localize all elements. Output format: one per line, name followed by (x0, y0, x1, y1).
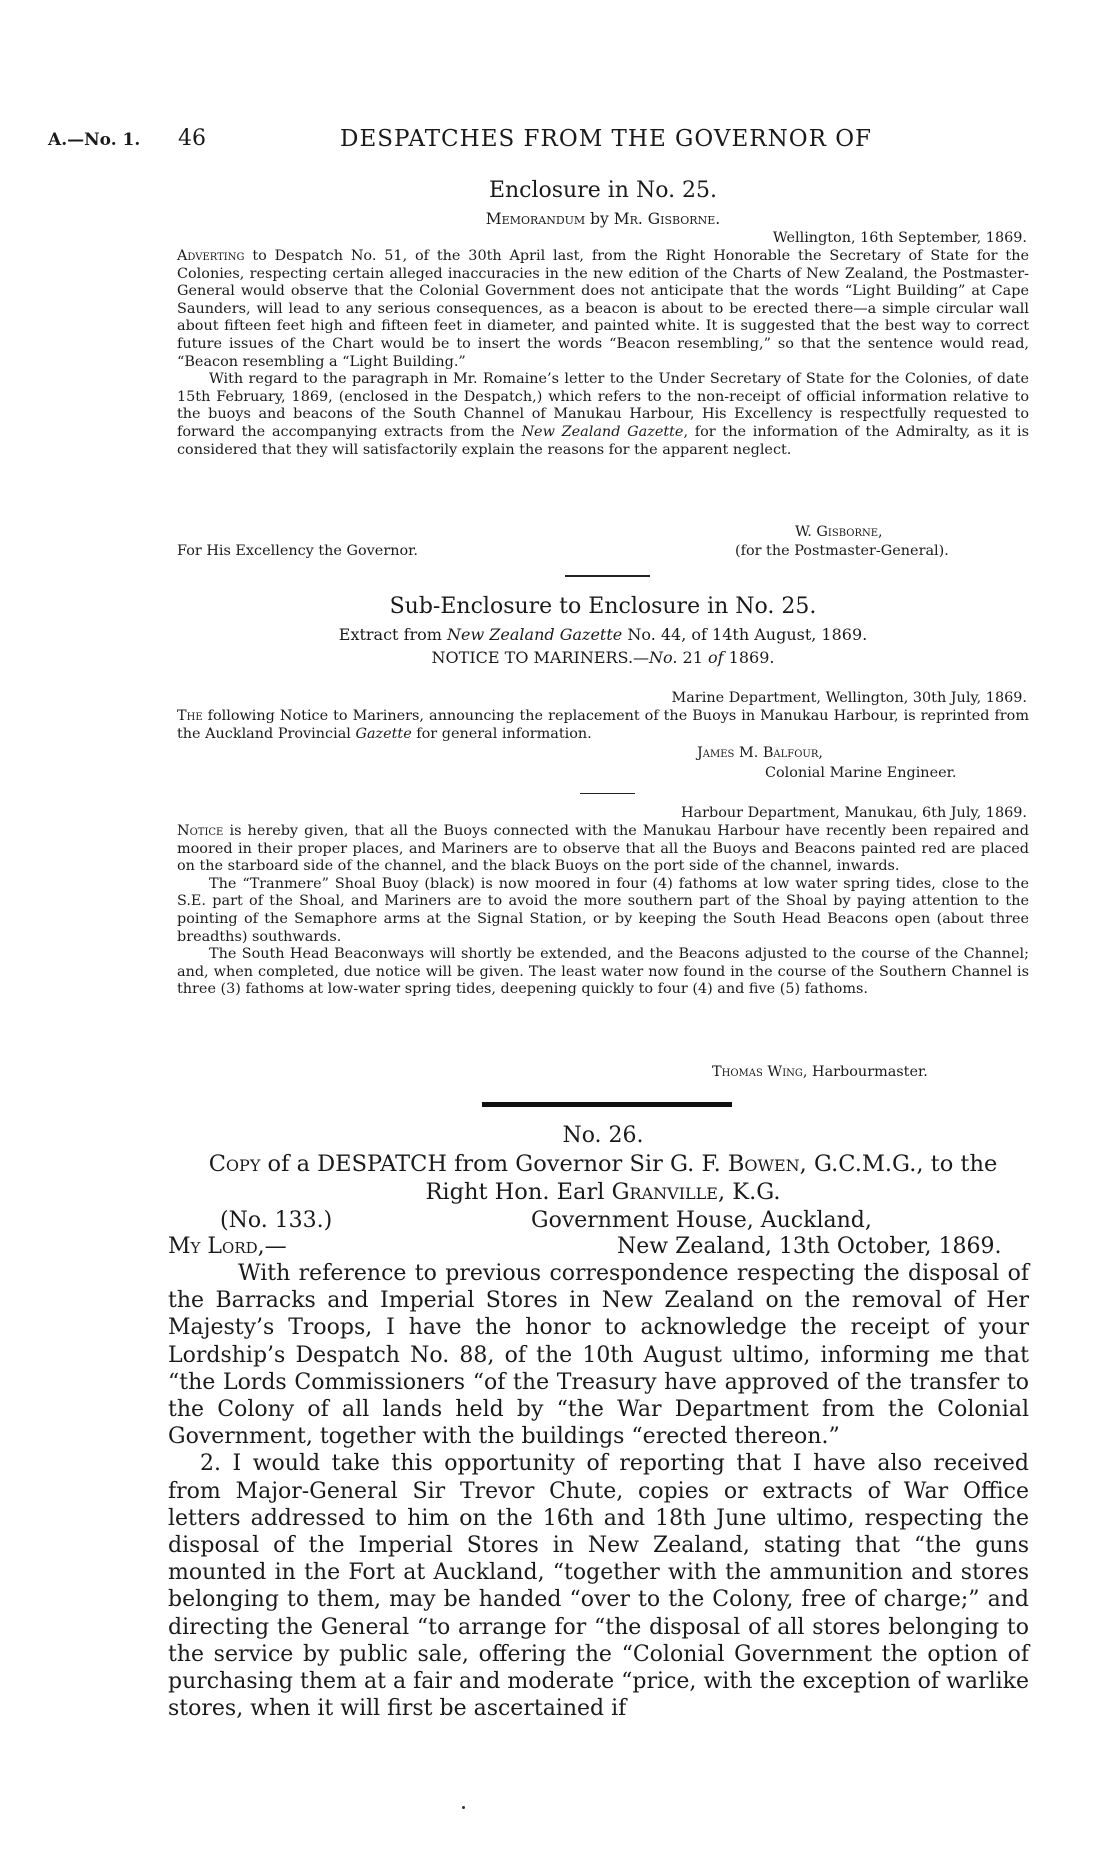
sub-p1-italic: Gazette (355, 725, 412, 742)
despatch-location-2: New Zealand, 13th October, 1869. (617, 1234, 1002, 1259)
enclosure-body (177, 248, 1029, 459)
despatch-paragraph-2: 2. I would take this opportunity of reporting that I have also received from Major-General Sir Trevor Chute, copies or extracts of War Office letters addressed to him on the 16th and 18th June ultimo, respecting the disposal of the Imperial Stores in New Zealand, stating that “the guns mounted in the Fort at Auckland, “together with the ammunition and stores belonging to them, may be handed “over to the Colony, free of charge;” and directing the General “to arrange for “the disposal of all stores belonging to the service by public sale, offering the “Colonial Government the option of purchasing them at a fair and moderate “price, with the exception of warlike stores, when it will first be ascertained if (168, 1451, 1029, 1722)
title-copy: Copy (208, 1151, 261, 1177)
sub-enclosure-body (177, 708, 1029, 743)
enclosure-p1-lead: Adverting (177, 248, 245, 264)
title-granville: Granville (611, 1179, 718, 1205)
harbour-p1-text: is hereby given, that all the Buoys connected with the Manukau Harbour have recently been repaired and moored in their proper places, and Mariners are to observe that all the Buoys and Beacons painted red are placed on the starboard side of the channel, and the black Buoys on the port side of the channel, inwards. (177, 823, 1029, 875)
despatch-title-line-2 (177, 1179, 1029, 1205)
notice-italic-no: No. (649, 648, 678, 667)
enclosure-p2-italic: New Zealand Gazette (521, 423, 684, 440)
notice-a: NOTICE TO MARINERS.— (431, 648, 650, 667)
despatch-body (168, 1260, 1029, 1722)
extract-a: Extract from (338, 625, 448, 644)
major-divider (482, 1102, 732, 1107)
memo-by: by (585, 210, 614, 228)
running-title: DESPATCHES FROM THE GOVERNOR OF (340, 126, 873, 152)
notice-num: 21 (677, 648, 708, 667)
balfour-role: Colonial Marine Engineer. (765, 765, 957, 781)
title-bowen: Bowen (727, 1151, 800, 1177)
enclosure-p1-text: to Despatch No. 51, of the 30th April last, from the Right Honorable the Secretary of State for the Colonies, respecting certain alleged inaccuracies in the new edition of the Charts of New Zealand, the Postmaster-General would observe that the Colonial Government does not anticipate that the words “Light Building” at Cape Saunders, will lead to any serious consequences, as a beacon is about to be erected there—a simple circular wall about fifteen feet high and fifteen feet in diameter, and painted white. It is suggested that the best way to correct future issues of the Chart would be to insert the words “Beacon resembling,” so that the sentence would read, “Beacon resembling a “Light Building.” (177, 248, 1029, 370)
enclosure-p2-a: With regard to the paragraph in Mr. Romaine’s letter to the Under Secretary of State for the Colonies, of date 15th February, 1869, (enclosed in the Despatch,) which refers to the non-receipt of official information relative to the buoys and beacons of the South Channel of Manukau Harbour, His Excellency is respectfully requested to forward the accompanying extracts from the (177, 371, 1029, 440)
sub-enclosure-paragraph (177, 708, 1029, 743)
enclosure-p2-b: , for the information of the Admiralty, as it is considered that they will satisfactorily explain the reasons for the apparent neglect. (177, 423, 1029, 458)
harbour-notice-body (177, 823, 1029, 999)
title-2c: , K.G. (717, 1179, 781, 1205)
sub-p1-a: following Notice to Mariners, announcing the replacement of the Buoys in Manukau Harbour, is reprinted from the Auckland Provincial (177, 708, 1029, 742)
enclosure-signature: W. Gisborne, (795, 524, 883, 540)
enclosure-signature-role: (for the Postmaster-General). (735, 543, 949, 559)
balfour-signature: James M. Balfour, (697, 745, 823, 761)
marine-dateline: Marine Department, Wellington, 30th July, 1869. (671, 690, 1027, 706)
title-1b: of a DESPATCH from Governor Sir G. F. (260, 1151, 728, 1177)
enclosure-heading: Enclosure in No. 25. (488, 178, 718, 203)
despatch-ref: (No. 133.) (220, 1208, 333, 1233)
sub-p1-b: for general information. (411, 725, 592, 742)
harbour-dateline: Harbour Department, Manukau, 6th July, 1869. (680, 805, 1027, 821)
title-1d: , G.C.M.G., to the (799, 1151, 998, 1177)
enclosure-paragraph-2 (177, 371, 1029, 459)
notice-heading (177, 648, 1029, 667)
section-divider (565, 575, 650, 577)
extract-italic: New Zealand Gazette (447, 625, 623, 644)
extract-line (177, 625, 1029, 644)
salutation: My Lord,— (168, 1234, 287, 1259)
memorandum-line (177, 210, 1029, 228)
harbour-paragraph-1 (177, 823, 1029, 876)
enclosure-dateline: Wellington, 16th September, 1869. (772, 230, 1027, 246)
enclosure-addressee: For His Excellency the Governor. (177, 543, 419, 559)
title-2a: Right Hon. Earl (425, 1179, 612, 1205)
despatch-number: No. 26. (562, 1123, 644, 1148)
notice-italic-of: of (708, 648, 724, 667)
page-mark (462, 1806, 465, 1809)
notice-year: 1869. (723, 648, 775, 667)
minor-divider (580, 793, 635, 794)
despatch-paragraph-1: With reference to previous correspondence respecting the disposal of the Barracks and Imperial Stores in New Zealand on the removal of Her Majesty’s Troops, I have the honor to acknowledge the receipt of your Lordship’s Despatch No. 88, of the 10th August ultimo, informing me that “the Lords Commissioners “of the Treasury have approved of the transfer to the Colony of all lands held by “the War Department from the Colonial Government, together with the buildings “erected thereon.” (168, 1261, 1029, 1450)
extract-b: No. 44, of 14th August, 1869. (622, 625, 868, 644)
sub-enclosure-heading: Sub-Enclosure to Enclosure in No. 25. (389, 594, 817, 619)
enclosure-paragraph-1 (177, 248, 1029, 371)
despatch-title-line-1 (177, 1151, 1029, 1177)
sub-p1-lead: The (177, 708, 203, 724)
harbour-paragraph-2: The “Tranmere” Shoal Buoy (black) is now moored in four (4) fathoms at low water spring tides, close to the S.E. part of the Shoal, and Mariners are to avoid the more southern part of the Shoal by paying attention to the pointing of the Semaphore arms at the Signal Station, or by keeping the South Head Beacons open (about three breadths) southwards. (177, 875, 1029, 945)
harbourmaster-signature (712, 1064, 928, 1082)
wing-name: Thomas Wing, (712, 1064, 808, 1080)
harbour-p1-lead: Notice (177, 823, 224, 839)
harbour-paragraph-3: The South Head Beaconways will shortly be extended, and the Beacons adjusted to the course of the Channel; and, when completed, due notice will be given. The least water now found in the course of the Southern Channel is three (3) fathoms at low-water spring tides, deepening quickly to four (4) and five (5) fathoms. (177, 946, 1029, 998)
memo-author: Mr. Gisborne. (613, 210, 721, 228)
series-label: A.—No. 1. (48, 130, 141, 150)
memo-prefix: Memorandum (485, 210, 586, 228)
despatch-location-1: Government House, Auckland, (531, 1208, 872, 1233)
wing-role: Harbourmaster. (807, 1064, 928, 1080)
page-number: 46 (178, 126, 206, 151)
